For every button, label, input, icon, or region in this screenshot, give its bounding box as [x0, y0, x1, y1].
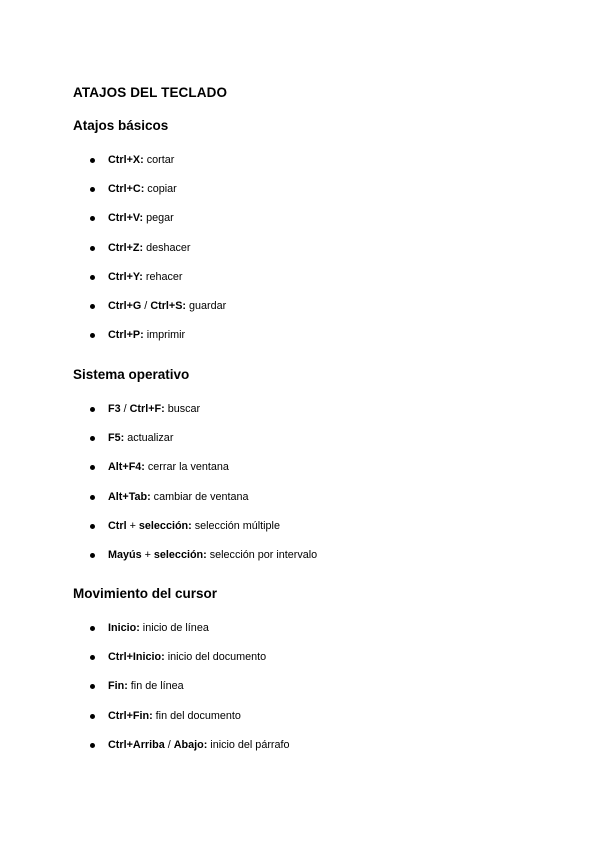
shortcut-key: Ctrl+P: — [108, 329, 144, 342]
bullet-icon — [90, 216, 95, 221]
list-item — [73, 490, 553, 519]
shortcut-description: rehacer — [142, 270, 183, 283]
shortcut-description: inicio del párrafo — [207, 738, 290, 751]
shortcut-description: cortar — [143, 154, 175, 166]
shortcut-description: cerrar la ventana — [144, 461, 229, 474]
shortcut-separator: + — [126, 519, 139, 532]
section-cursor-movement — [73, 585, 553, 767]
shortcut-key: Ctrl+C: — [108, 183, 145, 196]
shortcut-description: inicio de línea — [139, 622, 209, 634]
shortcut-list — [73, 153, 553, 357]
bullet-icon — [90, 524, 95, 529]
list-item — [73, 709, 553, 738]
shortcut-description: imprimir — [143, 329, 186, 342]
shortcut-description: buscar — [164, 403, 201, 415]
bullet-icon — [90, 714, 95, 719]
list-item — [73, 299, 553, 328]
bullet-icon — [90, 275, 95, 280]
list-item — [73, 402, 553, 431]
section-heading: Movimiento del cursor — [73, 586, 218, 601]
list-item — [73, 153, 553, 182]
shortcut-key: Ctrl+Inicio: — [108, 651, 165, 664]
bullet-icon — [90, 553, 95, 558]
list-item — [73, 211, 553, 240]
shortcut-list — [73, 402, 553, 577]
list-item — [73, 519, 553, 548]
shortcut-list — [73, 621, 553, 767]
bullet-icon — [90, 465, 95, 470]
shortcut-key-alt: selección: — [153, 548, 207, 561]
shortcut-description: inicio del documento — [164, 651, 267, 664]
shortcut-key: Ctrl+Y: — [108, 270, 143, 283]
shortcut-key: Ctrl+Fin: — [108, 709, 153, 722]
shortcut-description: copiar — [144, 183, 177, 196]
shortcut-separator: / — [141, 299, 151, 312]
section-operating-system — [73, 366, 553, 577]
shortcut-key-alt: Ctrl+F: — [129, 403, 165, 415]
shortcut-key: Alt+Tab: — [108, 490, 151, 503]
shortcut-key-alt: Ctrl+S: — [150, 299, 187, 312]
shortcut-key: Inicio: — [108, 622, 140, 634]
shortcut-key: Ctrl — [108, 519, 127, 532]
list-item — [73, 241, 553, 270]
shortcut-separator: / — [120, 403, 130, 415]
bullet-icon — [90, 158, 95, 163]
shortcut-key-alt: selección: — [138, 519, 192, 532]
shortcut-key: F3 — [108, 403, 121, 415]
list-item — [73, 548, 553, 577]
bullet-icon — [90, 436, 95, 441]
bullet-icon — [90, 187, 95, 192]
shortcut-description: guardar — [186, 299, 227, 312]
bullet-icon — [90, 655, 95, 660]
list-item — [73, 650, 553, 679]
shortcut-description: pegar — [143, 212, 174, 225]
bullet-icon — [90, 743, 95, 748]
bullet-icon — [90, 333, 95, 338]
section-heading: Sistema operativo — [73, 367, 190, 382]
shortcut-key: Fin: — [108, 680, 128, 693]
shortcut-key: Alt+F4: — [108, 461, 145, 474]
shortcut-description: fin de línea — [127, 680, 184, 693]
shortcut-description: deshacer — [143, 241, 191, 254]
bullet-icon — [90, 407, 95, 412]
bullet-icon — [90, 684, 95, 689]
shortcut-key: Mayús — [108, 548, 142, 561]
shortcut-description: actualizar — [124, 432, 174, 445]
bullet-icon — [90, 495, 95, 500]
shortcut-key-alt: Abajo: — [173, 738, 208, 751]
shortcut-description: selección múltiple — [191, 519, 280, 532]
list-item — [73, 679, 553, 708]
list-item — [73, 621, 553, 650]
list-item — [73, 182, 553, 211]
bullet-icon — [90, 246, 95, 251]
shortcut-key: Ctrl+G — [108, 299, 142, 312]
shortcut-separator: + — [141, 548, 154, 561]
section-basic-shortcuts — [73, 117, 553, 357]
shortcut-separator: / — [164, 738, 174, 751]
shortcut-key: F5: — [108, 432, 125, 445]
shortcut-key: Ctrl+Arriba — [108, 738, 165, 751]
shortcut-key: Ctrl+Z: — [108, 241, 144, 254]
shortcut-description: cambiar de ventana — [150, 490, 249, 503]
list-item — [73, 270, 553, 299]
list-item — [73, 328, 553, 357]
bullet-icon — [90, 304, 95, 309]
shortcut-key: Ctrl+V: — [108, 212, 144, 225]
shortcut-description: selección por intervalo — [206, 548, 318, 561]
section-heading: Atajos básicos — [73, 118, 169, 133]
list-item — [73, 738, 553, 767]
shortcut-description: fin del documento — [152, 709, 241, 722]
bullet-icon — [90, 626, 95, 631]
document-title: ATAJOS DEL TECLADO — [73, 85, 228, 100]
list-item — [73, 460, 553, 489]
shortcut-key: Ctrl+X: — [108, 154, 144, 166]
list-item — [73, 431, 553, 460]
